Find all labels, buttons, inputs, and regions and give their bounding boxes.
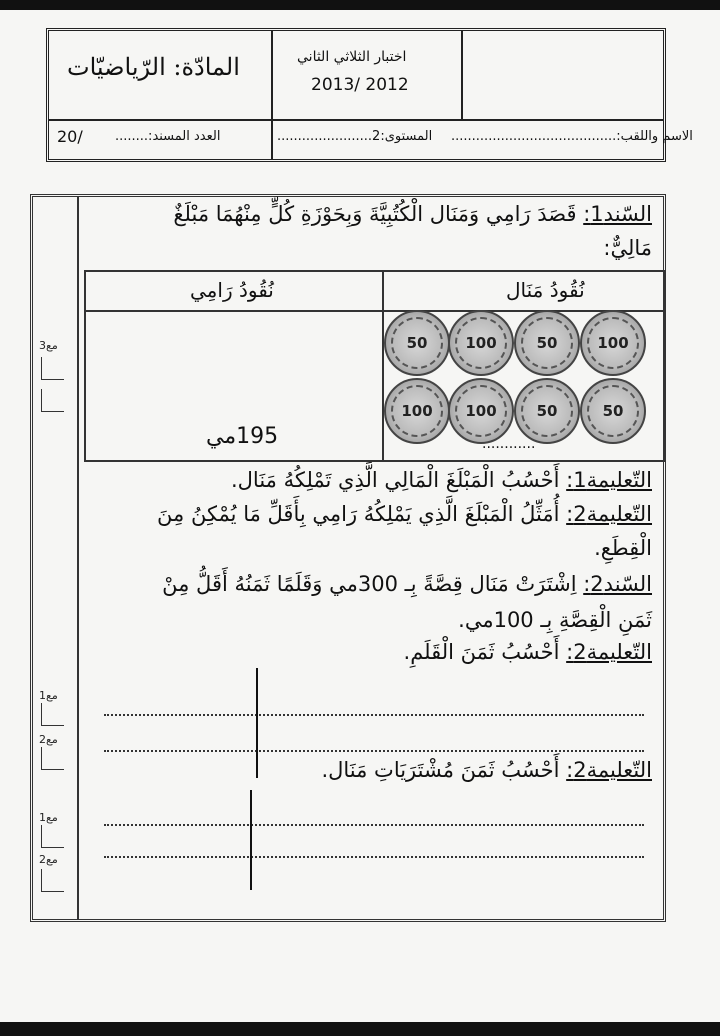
coin-value: 100 (597, 334, 629, 352)
task4-line (321, 758, 652, 782)
coin-100 (448, 310, 514, 376)
coin-value: 50 (406, 334, 428, 352)
coin-50 (580, 378, 646, 444)
task2-line2: الْقِطَعِ. (594, 536, 652, 560)
support2-label: السّند2: (583, 572, 652, 596)
level-field: المستوى:2....................... (277, 129, 433, 144)
coin-50 (384, 310, 450, 376)
mark-label-2: مع1 (39, 689, 58, 702)
support2-line2: ثَمَنِ الْقِصَّةِ بِـ 100مي. (458, 608, 652, 632)
answer-line[interactable] (104, 714, 644, 716)
bottom-edge (0, 1022, 720, 1036)
grade-box (41, 703, 64, 726)
mark-total: 20/ (57, 127, 83, 146)
grade-box (41, 869, 64, 892)
grade-box (41, 825, 64, 848)
coin-value: 50 (536, 334, 558, 352)
mark-label-1: مع3 (39, 339, 58, 352)
name-field: الاسم واللقب:........................................ (451, 129, 693, 144)
coin-100 (448, 378, 514, 444)
header-row-top (49, 31, 663, 121)
manal-answer-blank[interactable]: ............ (482, 436, 536, 452)
task2-line1 (157, 502, 652, 526)
support1-label: السّند1: (583, 202, 652, 226)
grade-box (41, 357, 64, 380)
mark-label: العدد المسند:........ (115, 129, 221, 144)
school-year: 2013/ 2012 (311, 75, 409, 95)
task2-label: التّعليمة2: (566, 502, 652, 526)
task1-text: أَحْسُبُ الْمَبْلَغَ الْمَالِي الَّذِي تَمْلِكُهُ مَنَال. (231, 468, 560, 492)
mark-label-3: مع2 (39, 733, 58, 746)
header-table (46, 28, 693, 162)
support2-text: اِشْتَرَتْ مَنَال قِصَّةً بِـ 300مي وَقَلَمًا ثَمَنُهُ أَقَلُّ مِنْ (162, 572, 577, 596)
header-row-bottom (49, 119, 693, 159)
support1-line1 (173, 202, 652, 226)
subject-title: المادّة: الرّياضيّات (67, 53, 240, 81)
answer-divider (256, 668, 258, 778)
task2-text: أُمَثِّلُ الْمَبْلَغَ الَّذِي يَمْلِكُهُ رَامِي بِأَقَلِّ مَا يُمْكِنُ مِنَ (157, 502, 560, 526)
coin-value: 50 (536, 402, 558, 420)
support2-line1 (162, 572, 652, 596)
grade-box (41, 747, 64, 770)
task1-line (231, 468, 652, 492)
coin-value: 100 (465, 334, 497, 352)
support1-line2: مَالِيٌّ: (603, 236, 652, 260)
task3-line (404, 640, 652, 664)
grade-box (41, 389, 64, 412)
coin-50 (514, 378, 580, 444)
answer-line[interactable] (104, 824, 644, 826)
coin-value: 100 (401, 402, 433, 420)
col-manal-header: نُقُودُ مَنَال (506, 278, 585, 302)
coin-value: 50 (602, 402, 624, 420)
grading-margin (33, 197, 79, 919)
support1-text: قَصَدَ رَامِي وَمَنَال الْكُتُبِيَّةَ وَبِحَوْزَةِ كُلٍّ مِنْهُمَا مَبْلَغٌ (173, 202, 577, 226)
answer-line[interactable] (104, 856, 644, 858)
coin-50 (514, 310, 580, 376)
coin-value: 100 (465, 402, 497, 420)
rami-amount: 195مي (206, 424, 279, 449)
top-edge (0, 0, 720, 10)
task4-label: التّعليمة2: (566, 758, 652, 782)
exam-title: اختبار الثلاثي الثاني (297, 49, 407, 65)
mark-label-5: مع2 (39, 853, 58, 866)
task3-label: التّعليمة2: (566, 640, 652, 664)
coin-100 (384, 378, 450, 444)
col-rami-header: نُقُودُ رَامِي (190, 278, 274, 302)
task1-label: التّعليمة1: (566, 468, 652, 492)
mark-label-4: مع1 (39, 811, 58, 824)
task3-text: أَحْسُبُ ثَمَنَ الْقَلَمِ. (403, 640, 560, 664)
task4-text: أَحْسُبُ ثَمَنَ مُشْتَرَيَاتِ مَنَال. (321, 758, 560, 782)
coin-100 (580, 310, 646, 376)
money-table (84, 270, 666, 462)
answer-line[interactable] (104, 750, 644, 752)
answer-divider (250, 790, 252, 890)
